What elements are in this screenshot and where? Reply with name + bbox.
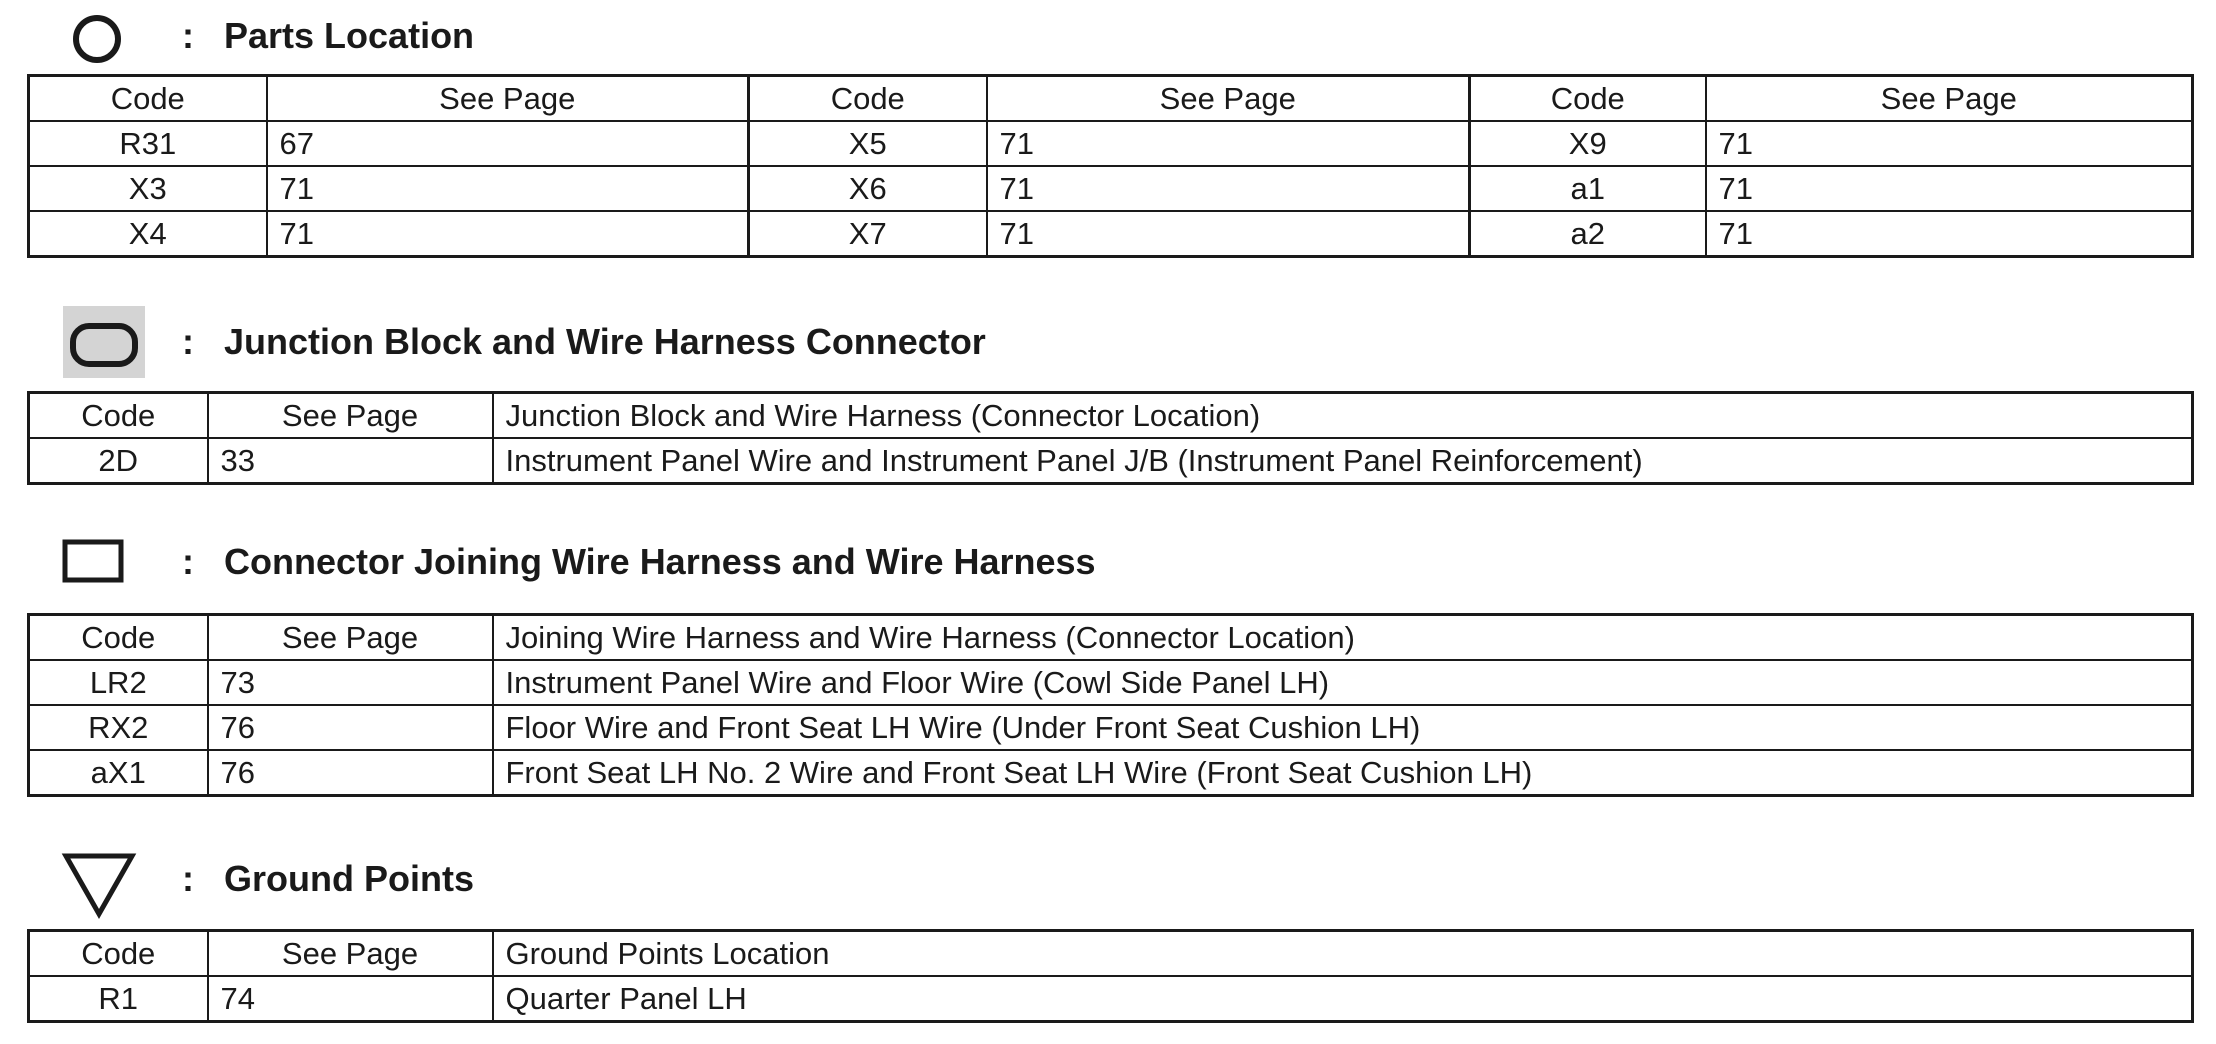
table-header-row — [29, 931, 2193, 977]
code-cell: R1 — [29, 976, 208, 1022]
circle-icon — [70, 12, 124, 66]
code-cell: a2 — [1470, 211, 1706, 257]
table-row — [29, 166, 2193, 211]
code-cell: X4 — [29, 211, 267, 257]
page-cell: 71 — [267, 211, 749, 257]
table-header-row — [29, 393, 2193, 439]
ground-points-table — [27, 929, 2194, 1023]
description-cell: Instrument Panel Wire and Instrument Panel J/B (Instrument Panel Reinforcement) — [493, 438, 2193, 484]
column-header-see-page: See Page — [208, 615, 493, 661]
code-cell: a1 — [1470, 166, 1706, 211]
code-cell: RX2 — [29, 705, 208, 750]
table-row — [29, 660, 2193, 705]
section-title-connector-joining: Connector Joining Wire Harness and Wire Harness — [224, 541, 1096, 582]
section-colon: : — [182, 15, 194, 56]
rounded-rectangle-icon — [63, 306, 145, 378]
column-header-code: Code — [29, 76, 267, 122]
code-cell: X6 — [749, 166, 987, 211]
code-cell: X9 — [1470, 121, 1706, 166]
code-cell: 2D — [29, 438, 208, 484]
code-cell: LR2 — [29, 660, 208, 705]
table-row — [29, 211, 2193, 257]
section-colon: : — [182, 541, 194, 582]
description-cell: Front Seat LH No. 2 Wire and Front Seat LH Wire (Front Seat Cushion LH) — [493, 750, 2193, 796]
table-row — [29, 976, 2193, 1022]
column-header-description: Junction Block and Wire Harness (Connector Location) — [493, 393, 2193, 439]
page-cell: 71 — [267, 166, 749, 211]
column-header-code: Code — [749, 76, 987, 122]
page-cell: 74 — [208, 976, 493, 1022]
triangle-down-icon — [60, 850, 138, 920]
connector-joining-table — [27, 613, 2194, 797]
column-header-code: Code — [1470, 76, 1706, 122]
page-cell: 71 — [1706, 211, 2193, 257]
junction-block-header — [0, 300, 2216, 380]
code-cell: R31 — [29, 121, 267, 166]
code-cell: X5 — [749, 121, 987, 166]
table-row — [29, 438, 2193, 484]
section-title-parts-location: Parts Location — [224, 15, 475, 56]
column-header-code: Code — [29, 615, 208, 661]
parts-location-table — [27, 74, 2194, 258]
page-cell: 76 — [208, 750, 493, 796]
column-header-description: Joining Wire Harness and Wire Harness (Connector Location) — [493, 615, 2193, 661]
page-cell: 71 — [1706, 121, 2193, 166]
connector-joining-header — [0, 523, 2216, 603]
column-header-see-page: See Page — [208, 393, 493, 439]
page-cell: 71 — [1706, 166, 2193, 211]
description-cell: Floor Wire and Front Seat LH Wire (Under Front Seat Cushion LH) — [493, 705, 2193, 750]
page-cell: 71 — [987, 121, 1470, 166]
column-header-see-page: See Page — [267, 76, 749, 122]
column-header-description: Ground Points Location — [493, 931, 2193, 977]
junction-block-table — [27, 391, 2194, 485]
section-colon: : — [182, 321, 194, 362]
parts-location-header — [0, 0, 2216, 80]
column-header-code: Code — [29, 931, 208, 977]
section-colon: : — [182, 858, 194, 899]
column-header-see-page: See Page — [987, 76, 1470, 122]
description-cell: Instrument Panel Wire and Floor Wire (Cowl Side Panel LH) — [493, 660, 2193, 705]
table-row — [29, 705, 2193, 750]
page-cell: 67 — [267, 121, 749, 166]
section-title-junction-block: Junction Block and Wire Harness Connector — [224, 321, 986, 362]
section-title-ground-points: Ground Points — [224, 858, 474, 899]
code-cell: X3 — [29, 166, 267, 211]
table-row — [29, 121, 2193, 166]
column-header-see-page: See Page — [1706, 76, 2193, 122]
page-cell: 33 — [208, 438, 493, 484]
code-cell: aX1 — [29, 750, 208, 796]
table-row — [29, 750, 2193, 796]
rectangle-icon — [62, 539, 124, 583]
table-header-row — [29, 76, 2193, 122]
page-cell: 71 — [987, 166, 1470, 211]
table-header-row — [29, 615, 2193, 661]
code-cell: X7 — [749, 211, 987, 257]
page-cell: 76 — [208, 705, 493, 750]
ground-points-header — [0, 840, 2216, 920]
column-header-see-page: See Page — [208, 931, 493, 977]
page-cell: 73 — [208, 660, 493, 705]
page-cell: 71 — [987, 211, 1470, 257]
description-cell: Quarter Panel LH — [493, 976, 2193, 1022]
column-header-code: Code — [29, 393, 208, 439]
